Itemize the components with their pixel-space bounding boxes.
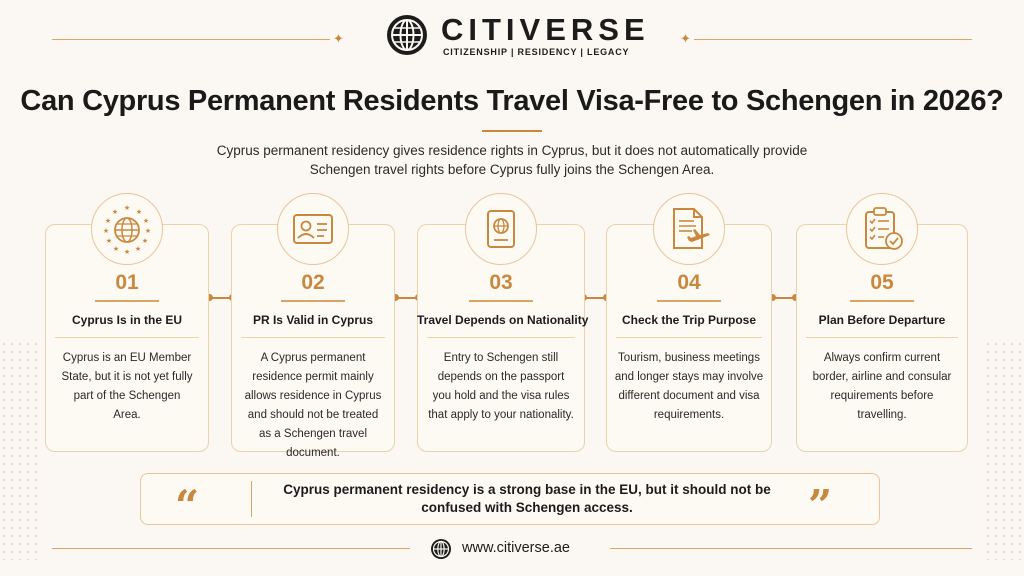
svg-text:★: ★ [141,238,149,245]
eu-globe-icon [99,201,155,257]
step-4-icon-circle [653,193,725,265]
sparkle-icon: ✦ [680,31,691,46]
svg-text:★: ★ [123,249,131,256]
quote-text: Cyprus permanent residency is a strong base in the EU, but it should not be confused with Schengen access. [283,482,771,515]
header-rule-right [694,39,972,40]
step-number: 05 [870,271,894,294]
checklist-icon [857,204,907,254]
step-title: Travel Depends on Nationality [417,313,589,327]
step-divider [241,337,385,338]
quote-separator [251,481,252,517]
step-divider [55,337,199,338]
svg-text:★: ★ [111,209,119,216]
svg-text:★: ★ [142,218,150,225]
svg-text:★: ★ [102,228,110,235]
step-number-underline [281,300,345,302]
step-body: Always confirm current border, airline and consular requirements before travelling. [812,352,952,421]
step-divider [616,337,762,338]
title-underline [482,130,542,132]
id-card-icon [289,205,337,253]
brand-tagline: CITIZENSHIP | RESIDENCY | LEGACY [443,47,630,57]
footer-url[interactable]: www.citiverse.ae [462,540,570,556]
footer-rule-right [610,548,972,549]
dot-pattern-right [984,340,1024,560]
intro-text: Cyprus permanent residency gives residence rights in Cyprus, but it does not automatically provide Schengen travel rights before Cyprus fully joins the Schengen Area. [216,143,808,177]
svg-text:★: ★ [105,238,113,245]
step-number-underline [850,300,914,302]
step-body: Cyprus is an EU Member State, but it is not yet fully part of the Schengen Area. [61,352,193,421]
svg-text:★: ★ [123,205,131,212]
footer-rule-left [52,548,410,549]
step-title: PR Is Valid in Cyprus [252,313,374,327]
globe-logo-icon [385,13,429,57]
page-title: Can Cyprus Permanent Residents Travel Visa-Free to Schengen in 2026? [20,85,1004,117]
step-1-icon-circle [91,193,163,265]
step-2-icon-circle [277,193,349,265]
step-number: 01 [115,271,139,294]
document-plane-icon [664,204,714,254]
passport-icon [477,205,525,253]
step-3-icon-circle [465,193,537,265]
step-title: Cyprus Is in the EU [71,313,183,327]
step-5-icon-circle [846,193,918,265]
step-body: Tourism, business meetings and longer stays may involve different document and visa requirements. [614,352,764,421]
step-body: A Cyprus permanent residence permit mainly allows residence in Cyprus and should not be treated as a Schengen travel document. [244,352,382,459]
open-quote-icon: “ [175,481,200,530]
brand-name: CITIVERSE [441,12,650,47]
step-body: Entry to Schengen still depends on the passport you hold and the visa rules that apply to your nationality. [428,352,574,421]
header-rule-left [52,39,330,40]
step-number-underline [469,300,533,302]
dot-pattern-left [0,340,40,560]
svg-text:★: ★ [112,246,120,253]
step-divider [806,337,958,338]
step-title: Check the Trip Purpose [621,313,757,327]
step-number-underline [657,300,721,302]
step-number: 02 [301,271,325,294]
close-quote-icon: ” [808,481,833,530]
svg-text:★: ★ [104,218,112,225]
step-number-underline [95,300,159,302]
step-number: 04 [677,271,701,294]
globe-icon [430,538,452,560]
step-title: Plan Before Departure [818,313,946,327]
svg-text:★: ★ [134,246,142,253]
step-number: 03 [489,271,513,294]
svg-text:★: ★ [135,209,143,216]
svg-text:★: ★ [144,228,152,235]
sparkle-icon: ✦ [333,31,344,46]
step-divider [427,337,575,338]
